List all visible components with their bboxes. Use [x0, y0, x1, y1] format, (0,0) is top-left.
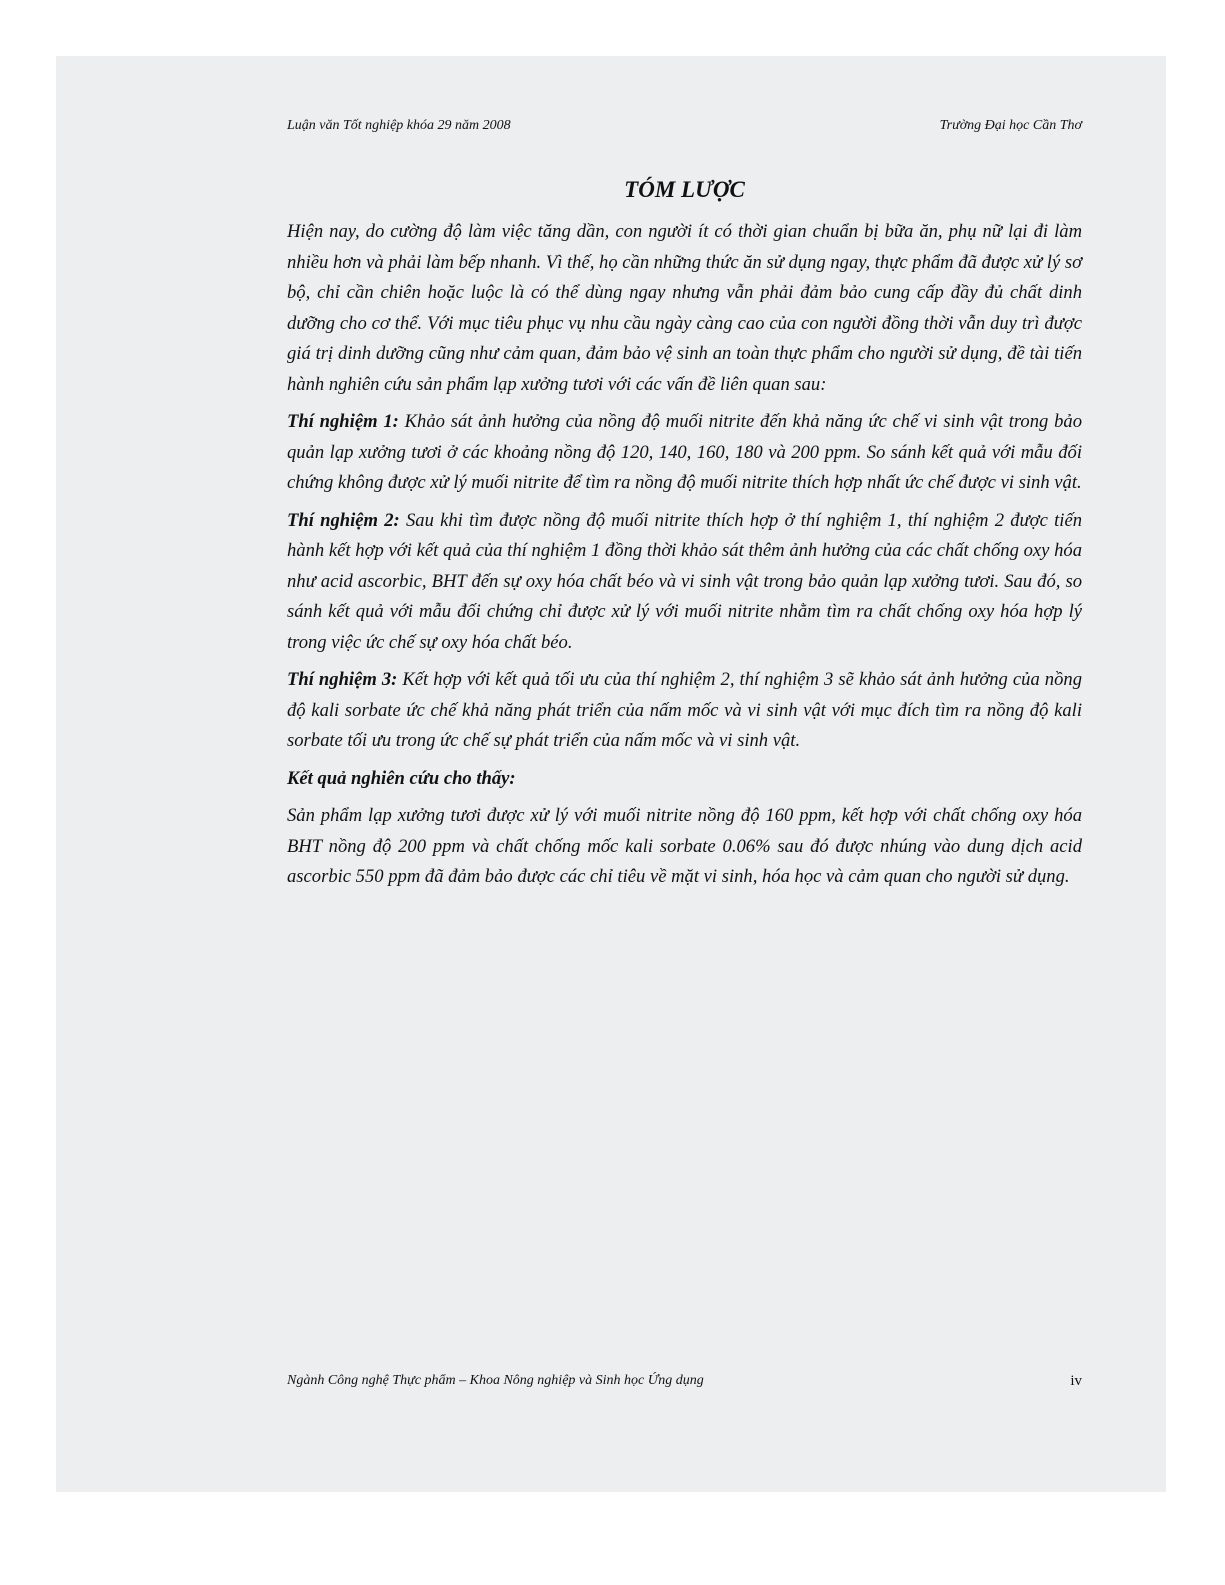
experiment-3-text: Kết hợp với kết quả tối ưu của thí nghiệm 2, thí nghiệm 3 sẽ khảo sát ảnh hưởng của nồng độ kali sorbate ức chế khả năng phát triển của nấm mốc và vi sinh vật với mục đích tìm ra nồng độ kali sorbate tối ưu trong ức chế sự phát triển của nấm mốc và vi sinh vật. — [287, 669, 1082, 751]
results-paragraph: Sản phẩm lạp xưởng tươi được xử lý với muối nitrite nồng độ 160 ppm, kết hợp với chất chống oxy hóa BHT nồng độ 200 ppm và chất chống mốc kali sorbate 0.06% sau đó được nhúng vào dung dịch acid ascorbic 550 ppm đã đảm bảo được các chỉ tiêu về mặt vi sinh, hóa học và cảm quan cho người sử dụng. — [287, 805, 1082, 887]
page-number: iv — [1070, 1373, 1082, 1389]
intro-paragraph: Hiện nay, do cường độ làm việc tăng dần, con người ít có thời gian chuẩn bị bữa ăn, phụ nữ lại đi làm nhiều hơn và phải làm bếp nhanh. Vì thế, họ cần những thức ăn sử dụng ngay, thực phẩm đã được xử lý sơ bộ, chỉ cần chiên hoặc luộc là có thể dùng ngay nhưng vẫn phải đảm bảo cung cấp đầy đủ chất dinh dưỡng cho cơ thể. Với mục tiêu phục vụ nhu cầu ngày càng cao của con người đồng thời vẫn duy trì được giá trị dinh dưỡng cũng như cảm quan, đảm bảo vệ sinh an toàn thực phẩm cho người sử dụng, đề tài tiến hành nghiên cứu sản phẩm lạp xưởng tươi với các vấn đề liên quan sau: — [287, 221, 1083, 395]
experiment-2-label: Thí nghiệm 2: — [287, 509, 400, 531]
abstract-body — [287, 217, 1082, 900]
page-header — [287, 118, 1082, 134]
experiment-1-label: Thí nghiệm 1: — [287, 411, 399, 432]
header-right-text: Trường Đại học Cần Thơ — [939, 118, 1082, 133]
experiment-1-text: Khảo sát ảnh hưởng của nồng độ muối nitrite đến khả năng ức chế vi sinh vật trong bảo quản lạp xưởng tươi ở các khoảng nồng độ 120, 140, 160, 180 và 200 ppm. So sánh kết quả với mẫu đối chứng không được xử lý muối nitrite để tìm ra nồng độ muối nitrite thích hợp nhất ức chế được vi sinh vật. — [287, 411, 1083, 493]
experiment-2-text: Sau khi tìm được nồng độ muối nitrite thích hợp ở thí nghiệm 1, thí nghiệm 2 được tiến hành kết hợp với kết quả của thí nghiệm 1 đồng thời khảo sát thêm ảnh hưởng của các chất chống oxy hóa như acid ascorbic, BHT đến sự oxy hóa chất béo và vi sinh vật trong bảo quản lạp xưởng tươi. Sau đó, so sánh kết quả với mẫu đối chứng chỉ được xử lý với muối nitrite nhằm tìm ra chất chống oxy hóa hợp lý trong việc ức chế sự oxy hóa chất béo. — [287, 509, 1082, 653]
experiment-3-paragraph — [287, 665, 1082, 757]
results-heading: Kết quả nghiên cứu cho thấy: — [287, 767, 516, 789]
page-title: TÓM LƯỢC — [624, 177, 745, 202]
document-page — [56, 56, 1166, 1492]
experiment-1-paragraph — [287, 407, 1082, 499]
header-left-text: Luận văn Tốt nghiệp khóa 29 năm 2008 — [287, 118, 511, 133]
footer-left-text: Ngành Công nghệ Thực phẩm – Khoa Nông nghiệp và Sinh học Ứng dụng — [287, 1373, 704, 1388]
experiment-2-paragraph — [287, 506, 1082, 659]
experiment-3-label: Thí nghiệm 3: — [287, 669, 398, 690]
